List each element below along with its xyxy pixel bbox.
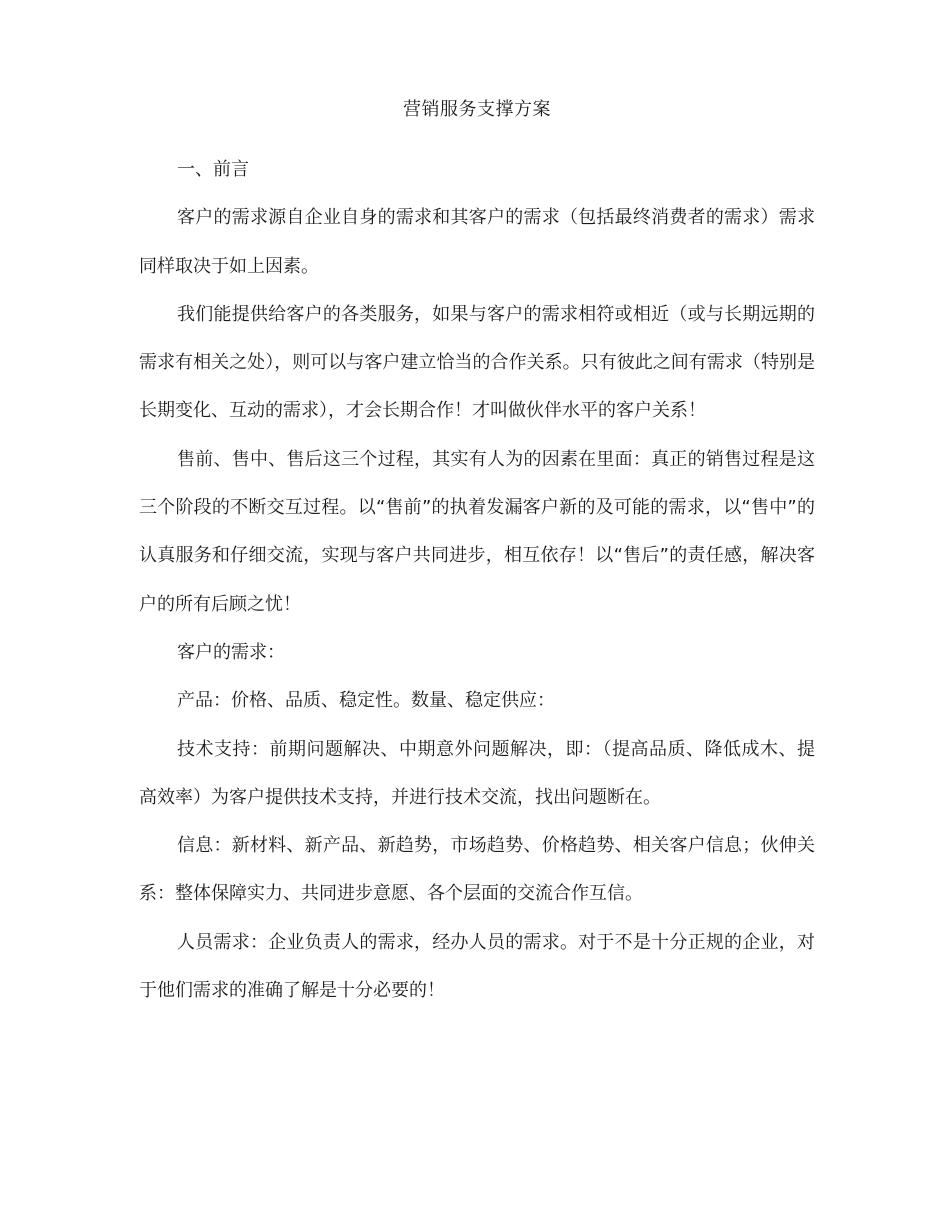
document-title: 营销服务支撑方案	[403, 99, 551, 120]
paragraph-customer-needs-label: 客户的需求：	[177, 641, 285, 663]
paragraph-technical-support: 技术支持：前期问题解决、中期意外问题解决，即：（提高品质、降低成木、提高效率）为客户提供技术支持，并进行技术交流，找出问题断在。	[139, 738, 815, 808]
paragraph-customer-needs-source: 客户的需求源自企业自身的需求和其客户的需求（包括最终消费者的需求）需求同样取决于如上因素。	[139, 207, 815, 277]
paragraph-personnel-needs: 人员需求：企业负责人的需求，经办人员的需求。对于不是十分正规的企业，对于他们需求的准确了解是十分必要的！	[139, 931, 815, 1002]
paragraph-service-relationship: 我们能提供给客户的各类服务，如果与客户的需求相符或相近（或与长期远期的需求有相关之处），则可以与客户建立恰当的合作关系。只有彼此之间有需求（特别是长期变化、互动的需求），才会长期合作！才叫做伙伴水平的客户关系！	[139, 303, 815, 422]
document-page	[139, 98, 815, 1015]
paragraph-product-needs: 产品：价格、品质、稳定性。数量、稳定供应：	[177, 690, 555, 712]
paragraph-information: 信息：新材料、新产品、新趋势，市场趋势、价格趋势、相关客户信息；伙伸关系：整体保障实力、共同进步意愿、各个层面的交流合作互信。	[139, 835, 815, 905]
section-heading: 一、前言	[177, 159, 249, 180]
paragraph-sales-process: 售前、售中、售后这三个过程，其实有人为的因素在里面：真正的销售过程是这三个阶段的不断交互过程。以“售前”的执着发漏客户新的及可能的需求，以“售中”的认真服务和仔细交流，实现与客户共同进步，相互依存！以“售后”的责任感，解决客户的所有后顾之忧！	[139, 448, 815, 615]
